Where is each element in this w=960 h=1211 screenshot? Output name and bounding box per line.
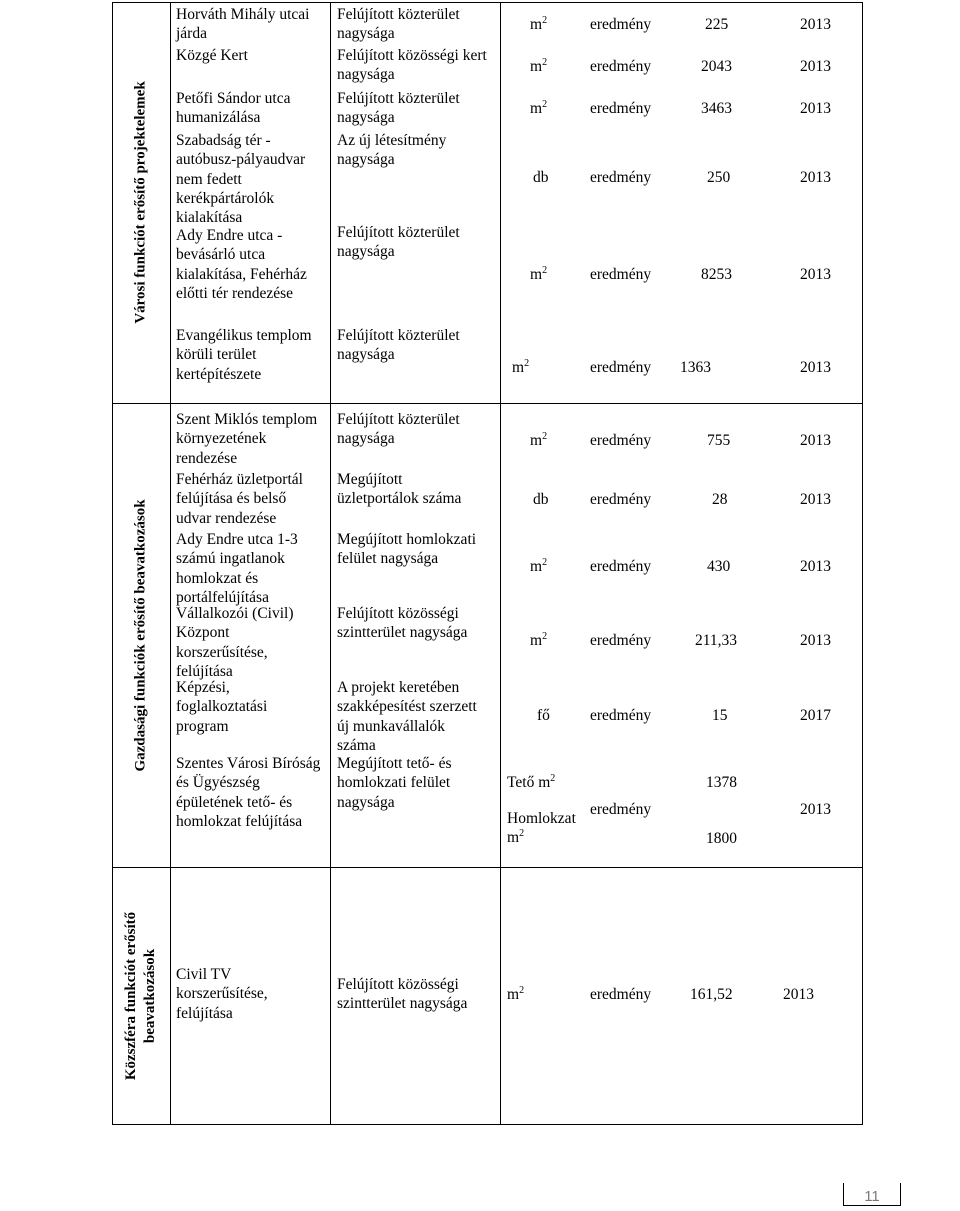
indicator-year: 2013: [800, 432, 831, 449]
page-number: 11: [864, 1188, 880, 1205]
indicator-value: 2043: [701, 58, 732, 75]
indicator-value-facade: 1800: [706, 830, 737, 847]
indicator-type: eredmény: [590, 359, 652, 376]
indicator-unit: $m^2$: [530, 430, 548, 449]
project-name: Ady Endre utca 1-3 számú ingatlanok homlokzat és portálfelújítása: [176, 531, 298, 606]
indicator-year: 2013: [800, 801, 831, 818]
indicator-unit-roof: Tető $m^2$: [507, 772, 556, 791]
indicator-unit: $m^2$: [512, 357, 530, 376]
indicator-type: eredmény: [590, 169, 652, 186]
indicator-unit: $m^2$: [530, 14, 548, 33]
table-border-bottom: [112, 1124, 863, 1125]
indicator-type: eredmény: [590, 266, 652, 283]
section-label-gazdasagi: [112, 403, 170, 867]
indicator-unit: $m^2$: [530, 630, 548, 649]
indicator-year: 2013: [800, 58, 831, 75]
table-border-top: [112, 2, 863, 3]
indicator-name: Megújított homlokzati felület nagysága: [337, 531, 477, 568]
indicator-value: 161,52: [690, 986, 733, 1003]
indicator-year: 2013: [800, 169, 831, 186]
indicator-unit: db: [533, 491, 549, 508]
section-label-kozszfera: [112, 867, 170, 1124]
indicator-type: eredmény: [590, 986, 652, 1003]
section-label-varosi: [112, 2, 170, 403]
table-border-right: [862, 2, 863, 1125]
indicator-type: eredmény: [590, 432, 652, 449]
project-name: Evangélikus templom körüli terület kertépítészete: [176, 327, 312, 383]
indicator-type: eredmény: [590, 707, 652, 724]
indicator-type: eredmény: [590, 58, 652, 75]
indicator-year: 2013: [800, 16, 831, 33]
indicator-value: 3463: [701, 100, 732, 117]
section-divider: [112, 867, 863, 868]
project-name: Szentes Városi Bíróság és Ügyészség épületének tető- és homlokzat felújítása: [176, 755, 321, 830]
indicator-value: 15: [712, 707, 728, 724]
indicator-name: Az új létesítmény nagysága: [337, 132, 447, 169]
indicator-unit: $m^2$: [507, 984, 525, 1003]
indicator-name: Felújított közterület nagysága: [337, 90, 460, 127]
indicator-year: 2013: [800, 266, 831, 283]
indicator-name: Felújított közterület nagysága: [337, 327, 460, 364]
column-divider: [170, 2, 171, 1125]
indicator-name: Megújított üzletportálok száma: [337, 471, 462, 508]
indicator-value: 250: [707, 169, 731, 186]
indicator-year: 2017: [800, 707, 831, 724]
project-name: Fehérház üzletportál felújítása és belső udvar rendezése: [176, 471, 303, 527]
indicator-type: eredmény: [590, 558, 652, 575]
project-name: Horváth Mihály utcai járda: [176, 6, 310, 43]
project-name: Szent Miklós templom környezetének rendezése: [176, 411, 318, 467]
project-name: Közgé Kert: [176, 47, 248, 64]
indicator-value: 8253: [701, 266, 732, 283]
indicator-unit: $m^2$: [530, 556, 548, 575]
project-name: Petőfi Sándor utca humanizálása: [176, 90, 291, 127]
indicator-name: Felújított közterület nagysága: [337, 224, 460, 261]
section-divider: [112, 403, 863, 404]
section-title: Városi funkciót erősítő projektelemek: [132, 81, 149, 324]
indicator-name: A projekt keretében szakképesítést szerzett új munkavállalók száma: [337, 679, 477, 754]
project-name: Szabadság tér - autóbusz-pályaudvar nem fedett kerékpártárolók kialakítása: [176, 132, 306, 227]
indicator-name: Felújított közösségi szintterület nagysága: [337, 605, 468, 642]
indicator-value: 28: [712, 491, 728, 508]
indicator-name: Felújított közterület nagysága: [337, 411, 460, 448]
indicator-year: 2013: [800, 632, 831, 649]
indicator-value-roof: 1378: [706, 774, 737, 791]
section-title: Közszféra funkciót erősítő beavatkozások: [123, 911, 159, 1080]
indicator-type: eredmény: [590, 801, 652, 818]
indicator-year: 2013: [800, 100, 831, 117]
column-divider: [500, 2, 501, 1125]
section-title: Gazdasági funkciók erősítő beavatkozások: [132, 498, 149, 772]
indicator-unit: db: [533, 169, 549, 186]
indicator-type: eredmény: [590, 16, 652, 33]
indicator-value: 211,33: [695, 632, 738, 649]
indicator-year: 2013: [800, 359, 831, 376]
project-name: Képzési, foglalkoztatási program: [176, 679, 268, 735]
indicator-value: 225: [705, 16, 729, 33]
indicator-unit: $m^2$: [530, 264, 548, 283]
indicator-name: Felújított közösségi szintterület nagysága: [337, 976, 468, 1013]
indicator-unit: $m^2$: [530, 56, 548, 75]
project-name: Vállalkozói (Civil) Központ korszerűsítése, felújítása: [176, 605, 294, 680]
indicator-year: 2013: [800, 558, 831, 575]
indicator-type: eredmény: [590, 100, 652, 117]
indicator-unit: $m^2$: [530, 98, 548, 117]
indicator-value: 1363: [680, 359, 711, 376]
indicator-type: eredmény: [590, 491, 652, 508]
indicator-value: 430: [707, 558, 731, 575]
indicator-name: Felújított közterület nagysága: [337, 6, 460, 43]
column-divider: [330, 2, 331, 1125]
indicator-type: eredmény: [590, 632, 652, 649]
project-name: Ady Endre utca - bevásárló utca kialakítása, Fehérház előtti tér rendezése: [176, 227, 307, 302]
indicator-unit-facade: Homlokzat $m^2$: [507, 810, 576, 847]
indicator-year: 2013: [800, 491, 831, 508]
indicator-name: Megújított tető- és homlokzati felület nagysága: [337, 755, 452, 811]
indicator-value: 755: [707, 432, 731, 449]
page-number-box: [843, 1183, 901, 1206]
indicator-name: Felújított közösségi kert nagysága: [337, 47, 487, 84]
indicator-year: 2013: [783, 986, 814, 1003]
project-name: Civil TV korszerűsítése, felújítása: [176, 966, 268, 1022]
indicator-unit: fő: [537, 707, 550, 724]
